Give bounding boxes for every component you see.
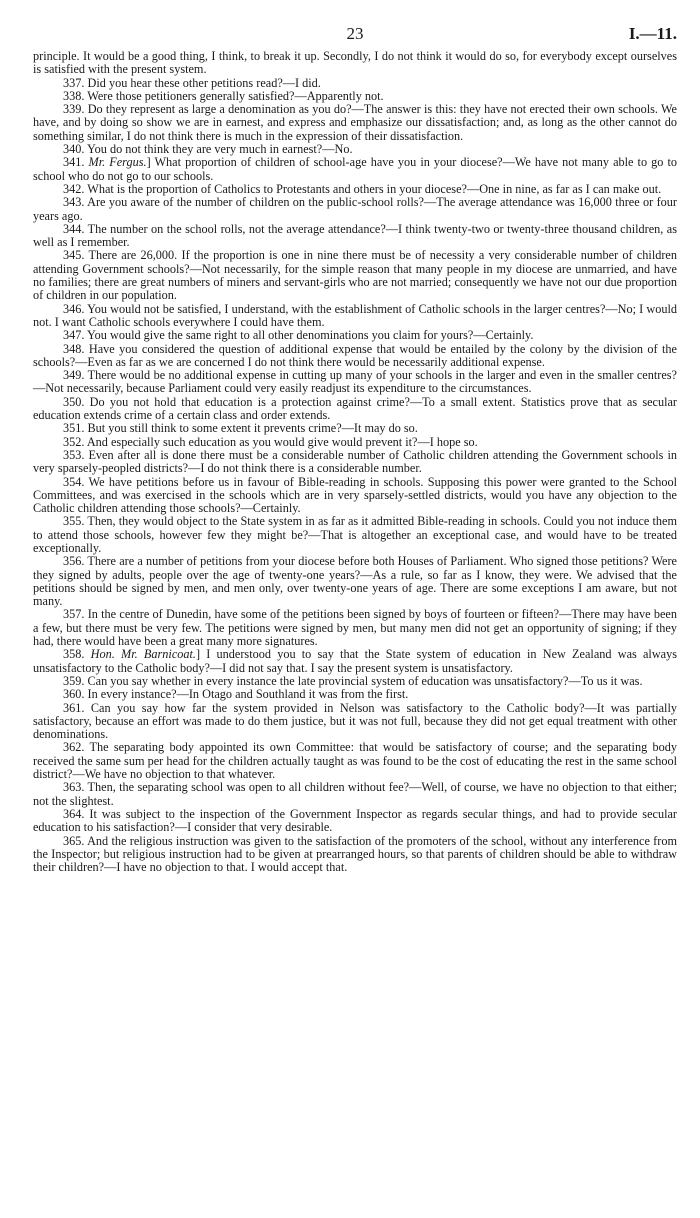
evidence-paragraph: 349. There would be no additional expense in cutting up many of your schools in the larger and even in the smaller centres?—Not necessarily, because Parliament could very easily readjust its expenditure to the circumstances. — [33, 368, 677, 396]
evidence-paragraph — [33, 648, 677, 675]
examiner-name: Mr. Fergus. — [88, 155, 147, 170]
evidence-paragraph: 357. In the centre of Dunedin, have some of the petitions been signed by boys of fourteen or fifteen?—There may have been a few, but there must be very few. The petitions were signed by men, but many men did not get an opportunity of signing; if they had, there would have been a great many more signatures. — [33, 607, 677, 649]
evidence-paragraph: 352. And especially such education as you would give would prevent it?—I hope so. — [63, 434, 478, 449]
evidence-paragraph: 342. What is the proportion of Catholics to Protestants and others in your diocese?—One in nine, as far as I can make out. — [63, 181, 662, 196]
evidence-paragraph: principle. It would be a good thing, I think, to break it up. Secondly, I do not think it would do so, for everybody except ourselves is satisfied with the present system. — [33, 49, 677, 77]
evidence-paragraph: 344. The number on the school rolls, not the average attendance?—I think twenty-two or twenty-three thousand children, as well as I remember. — [33, 221, 677, 250]
evidence-paragraph: 354. We have petitions before us in favour of Bible-reading in schools. Supposing this power were granted to the School Committees, and was exercised in the schools which are in very sparsely-settled districts, would you have any objection to the Catholic children attending those schools?—Certainly. — [33, 474, 677, 516]
evidence-paragraph: 359. Can you say whether in every instance the late provincial system of education was unsatisfactory?—To us it was. — [63, 673, 643, 688]
question-number: 358. — [63, 647, 91, 662]
evidence-paragraph: 347. You would give the same right to all other denominations you claim for yours?—Certainly. — [63, 328, 534, 343]
minutes-of-evidence — [33, 50, 677, 874]
evidence-paragraph: 350. Do you not hold that education is a protection against crime?—To a small extent. Statistics prove that as secular education extends crime of a certain class and order extends. — [33, 394, 677, 423]
evidence-paragraph: 345. There are 26,000. If the proportion is one in nine there must be of necessity a very considerable number of children attending Government schools?—Not necessarily, for the simple reason that many people in my diocese are unmarried, and have no families; there are great numbers of miners and servant-girls who are not married; consequently we have not our due proportion of children in our population. — [33, 248, 677, 303]
evidence-paragraph: 363. Then, the separating school was open to all children without fee?—Well, of course, we have no objection to that either; not the slightest. — [33, 780, 677, 808]
evidence-paragraph: 351. But you still think to some extent it prevents crime?—It may do so. — [63, 421, 418, 436]
evidence-paragraph: 346. You would not be satisfied, I understand, with the establishment of Catholic schools in the larger centres?—No; I would not. I want Catholic schools everywhere I could have them. — [33, 301, 677, 329]
evidence-paragraph: 348. Have you considered the question of additional expense that would be entailed by the colony by the division of the schools?—Even as far as we are concerned I do not think there would be necessarily additional expense. — [33, 341, 677, 369]
evidence-paragraph: 337. Did you hear these other petitions read?—I did. — [63, 75, 321, 90]
paragraph-text: ] What proportion of children of school-age have you in your diocese?—We have not many able to go to school who do not go to our schools. — [33, 155, 677, 183]
evidence-paragraph: 355. Then, they would object to the State system in as far as it admitted Bible-reading in schools. Could you not induce them to attend those schools, however few they might be?—That is altogether an exceptional case, and would have to be treated exceptionally. — [33, 514, 677, 555]
paragraph-text: ] I understood you to say that the State system of education in New Zealand was always unsatisfactory to the Catholic body?—I did not say that. I say the present system is unsatisfactory. — [33, 647, 677, 675]
evidence-paragraph: 360. In every instance?—In Otago and Southland it was from the first. — [63, 687, 409, 702]
series-code: I.—11. — [628, 24, 677, 43]
evidence-paragraph: 339. Do they represent as large a denomination as you do?—The answer is this: they have not erected their own schools. We have, and by doing so show we are in earnest, and express and emphasize our dissatisfaction; and, as long as the other cannot do something similar, I do not think there is much in the expression of their dissatisfaction. — [33, 102, 677, 143]
page-number: 23 — [346, 24, 364, 43]
evidence-paragraph: 338. Were those petitioners generally satisfied?—Apparently not. — [63, 88, 384, 103]
evidence-paragraph: 340. You do not think they are very much in earnest?—No. — [63, 142, 353, 157]
evidence-paragraph: 361. Can you say how far the system provided in Nelson was satisfactory to the Catholic body?—It was partially satisfactory, because an effort was made to do them justice, but it was not full, because they did not get equal treatment with other denominations. — [33, 700, 677, 742]
evidence-paragraph: 362. The separating body appointed its own Committee: that would be satisfactory of course; and the separating body received the same sum per head for the children actually taught as was found to be the cost of educating the rest in the same school district?—We have no objection to that whatever. — [33, 740, 677, 782]
evidence-paragraph: 365. And the religious instruction was given to the satisfaction of the promoters of the school, without any interference from the Inspector; but religious instruction had to be given at prearranged hours, so that parents of children should be able to withdraw their children?—I have no objection to that. I would accept that. — [33, 833, 677, 875]
evidence-paragraph: 343. Are you aware of the number of children on the public-school rolls?—The average attendance was 16,000 three or four years ago. — [33, 195, 677, 223]
evidence-paragraph: 364. It was subject to the inspection of the Government Inspector as regards secular things, and had to provide secular education to his satisfaction?—I consider that very desirable. — [33, 806, 677, 835]
evidence-paragraph — [33, 156, 677, 183]
evidence-paragraph: 353. Even after all is done there must be a considerable number of Catholic children attending the Government schools in very sparsely-peopled districts?—I do not think there is a considerable number. — [33, 447, 677, 476]
question-number: 341. — [63, 155, 89, 170]
examiner-name: Hon. Mr. Barnicoat. — [90, 647, 196, 662]
page-header — [33, 22, 677, 50]
evidence-paragraph: 356. There are a number of petitions from your diocese before both Houses of Parliament. Who signed those petitions? Were they signed by adults, people over the age of twenty-one years?—As a rule, so far as I know, they were. We advised that the petitions should be signed by men, and men only, over twenty-one years of age. There are some exceptions I am aware, but not many. — [33, 554, 677, 609]
